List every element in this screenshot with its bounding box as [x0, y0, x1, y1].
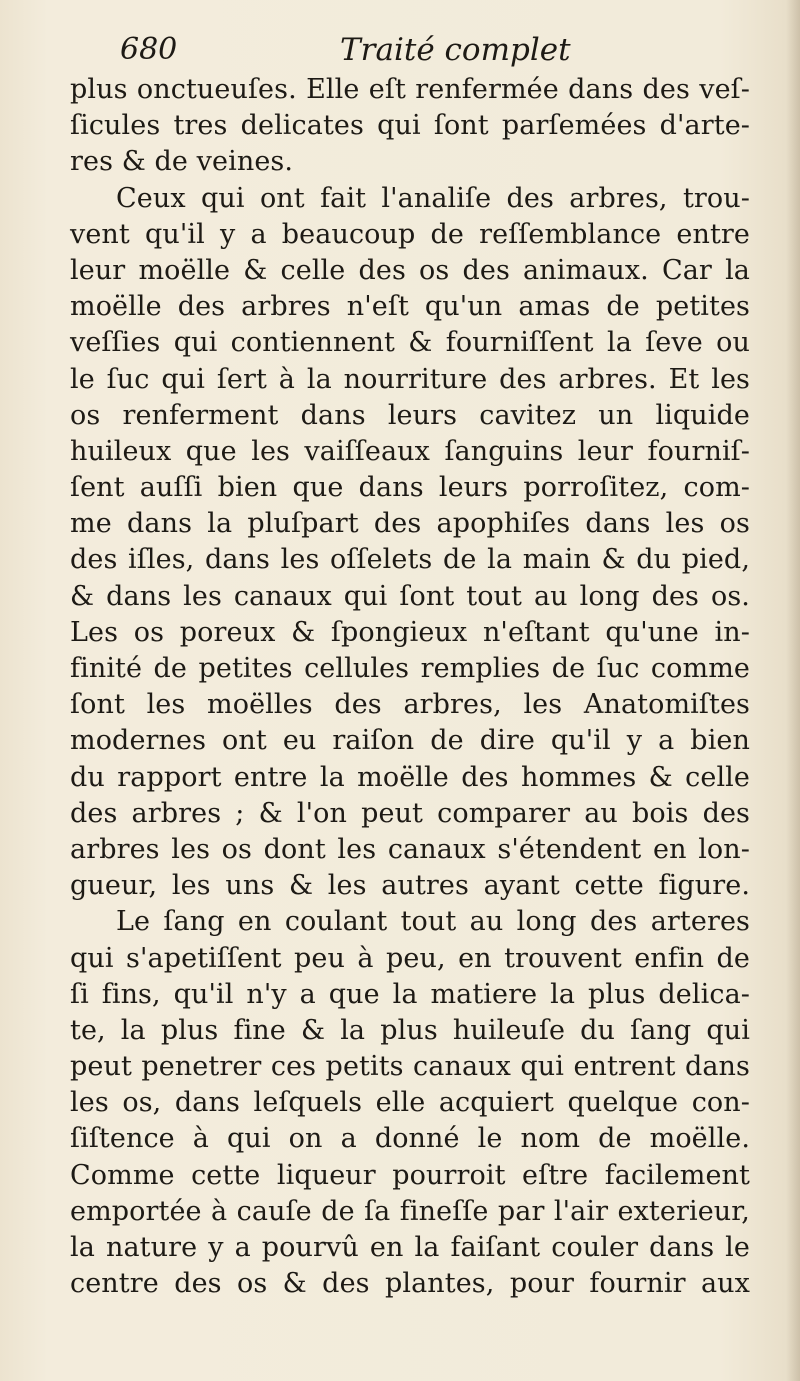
text-line: Ceux qui ont fait l'analiſe des arbres, trou- — [116, 182, 750, 214]
text-line: des arbres ; & l'on peut comparer au bois des — [70, 797, 750, 829]
running-title: Traité complet — [340, 32, 571, 68]
text-line: emportée à cauſe de ſa fineſſe par l'air exterieur, — [70, 1195, 750, 1227]
text-line: moëlle des arbres n'eſt qu'un amas de petites — [70, 291, 750, 323]
text-line: ſi fins, qu'il n'y a que la matiere la plus delica- — [70, 978, 750, 1010]
text-line: ſiſtence à qui on a donné le nom de moëlle. — [70, 1123, 750, 1155]
text-line: me dans la pluſpart des apophiſes dans les os — [70, 508, 750, 540]
text-line: leur moëlle & celle des os des animaux. Car la — [70, 254, 750, 286]
text-line: & dans les canaux qui ſont tout au long des os. — [70, 580, 750, 612]
text-line: les os, dans leſquels elle acquiert quelque con- — [70, 1087, 750, 1119]
text-line: Les os poreux & ſpongieux n'eſtant qu'une in- — [70, 616, 750, 648]
text-line: os renferment dans leurs cavitez un liquide — [70, 399, 750, 431]
body-text — [70, 72, 750, 1302]
text-line: le ſuc qui ſert à la nourriture des arbres. Et les — [70, 363, 750, 395]
text-line: ſicules tres delicates qui ſont parſemées d'arte- — [70, 110, 750, 142]
text-line: qui s'apetiſſent peu à peu, en trouvent enfin de — [70, 942, 750, 974]
text-line: veſſies qui contiennent & fourniſſent la ſeve ou — [70, 327, 750, 359]
text-line: plus onctueuſes. Elle eſt renfermée dans des veſ- — [70, 74, 750, 105]
text-line: modernes ont eu raiſon de dire qu'il y a bien — [70, 725, 750, 757]
text-line: peut penetrer ces petits canaux qui entrent dans — [70, 1051, 750, 1083]
text-line: la nature y a pourvû en la faiſant couler dans le — [70, 1232, 750, 1263]
text-line: gueur, les uns & les autres ayant cette figure. — [70, 870, 750, 902]
text-line: du rapport entre la moëlle des hommes & celle — [70, 761, 750, 793]
text-line: te, la plus fine & la plus huileuſe du ſang qui — [70, 1014, 750, 1046]
text-line: Comme cette liqueur pourroit eſtre facilement — [70, 1159, 750, 1191]
text-line: Le ſang en coulant tout au long des arteres — [116, 906, 750, 938]
running-header — [120, 30, 750, 74]
text-line: des iſles, dans les oſſelets de la main & du pied, — [70, 544, 750, 576]
text-line: huileux que les vaiſſeaux ſanguins leur fourniſ- — [70, 435, 750, 467]
page-number: 680 — [120, 32, 178, 67]
text-line: res & de veines. — [70, 146, 294, 178]
text-line: vent qu'il y a beaucoup de reſſemblance entre — [70, 218, 750, 250]
page-edge-shadow — [786, 0, 800, 1381]
text-line: finité de petites cellules remplies de ſuc comme — [70, 653, 750, 684]
text-line: ſont les moëlles des arbres, les Anatomiſtes — [70, 689, 750, 721]
text-line: arbres les os dont les canaux s'étendent en lon- — [70, 833, 750, 865]
text-line: ſent auſſi bien que dans leurs porroſitez, com- — [70, 472, 750, 504]
text-line: centre des os & des plantes, pour fournir aux — [70, 1268, 750, 1300]
